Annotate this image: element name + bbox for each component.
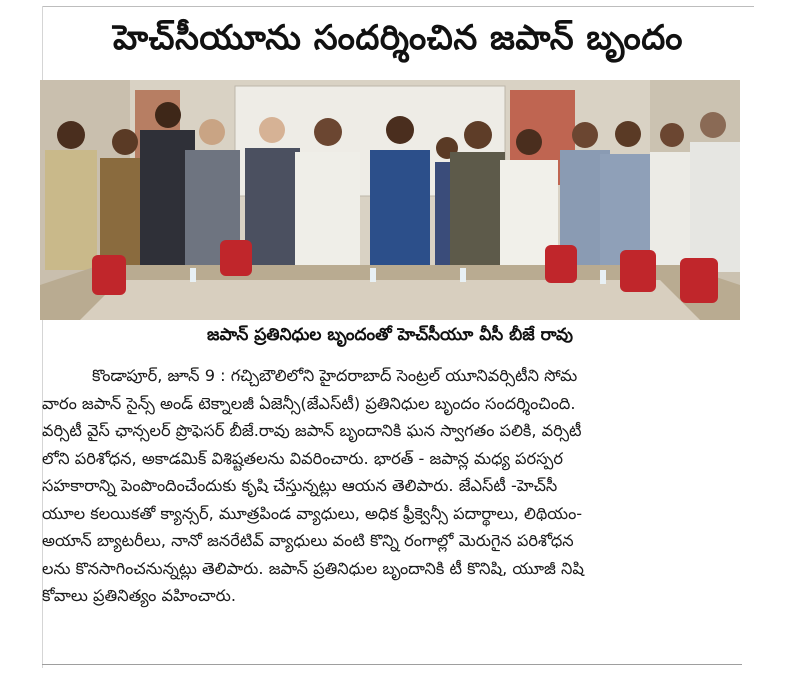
body-line: వర్సిటీ వైస్ ఛాన్సలర్ ప్రొఫెసర్ బీజే.రావు జపాన్ బృందానికి ఘన స్వాగతం పలికి, వర్సిటీ bbox=[42, 421, 582, 440]
body-line: లను కొనసాగించనున్నట్లు తెలిపారు. జపాన్ ప్రతినిధుల బృందానికి టీ కొనిషి, యూజీ నిషి bbox=[42, 558, 584, 578]
body-line: వారం జపాన్ సైన్స్ అండ్ టెక్నాలజీ ఏజెన్సీ(జేఎస్‌టీ) ప్రతినిధుల బృందం సందర్శించింది. bbox=[42, 393, 576, 413]
top-divider bbox=[42, 6, 754, 7]
body-line: లోని పరిశోధన, అకాడమిక్ విశిష్టతలను వివరించారు. భారత్ - జపాన్ల మధ్య పరస్పర bbox=[42, 448, 563, 468]
body-line: యూల కలయికతో క్యాన్సర్, మూత్రపిండ వ్యాధులు, అధిక ఫ్రీక్వెన్సీ పదార్థాలు, లిథియం- bbox=[42, 503, 583, 523]
article-body bbox=[42, 362, 748, 610]
article-headline: హెచ్‌సీయూను సందర్శించిన జపాన్ బృందం bbox=[113, 18, 683, 58]
body-line: కొండాపూర్, జూన్ 9 : గచ్చిబౌలిలోని హైదరాబాద్ సెంట్రల్ యూనివర్సిటీని సోమ bbox=[92, 366, 578, 385]
body-line: అయాన్ బ్యాటరీలు, నానో జనరేటివ్ వ్యాధులు వంటి కొన్ని రంగాల్లో మెరుగైన పరిశోధన bbox=[42, 531, 574, 550]
body-line: కోవాలు ప్రతినిత్యం వహించారు. bbox=[42, 586, 236, 605]
body-line: సహకారాన్ని పెంపొందించేందుకు కృషి చేస్తున్నట్లు ఆయన తెలిపారు. జేఎస్‌టీ -హెచ్‌సీ bbox=[42, 476, 558, 495]
article-photo bbox=[40, 80, 740, 320]
group-photo-icon bbox=[40, 80, 740, 320]
bottom-divider bbox=[42, 664, 742, 665]
photo-caption: జపాన్ ప్రతినిధుల బృందంతో హెచ్‌సీయూ వీసీ బీజే రావు bbox=[207, 325, 573, 345]
